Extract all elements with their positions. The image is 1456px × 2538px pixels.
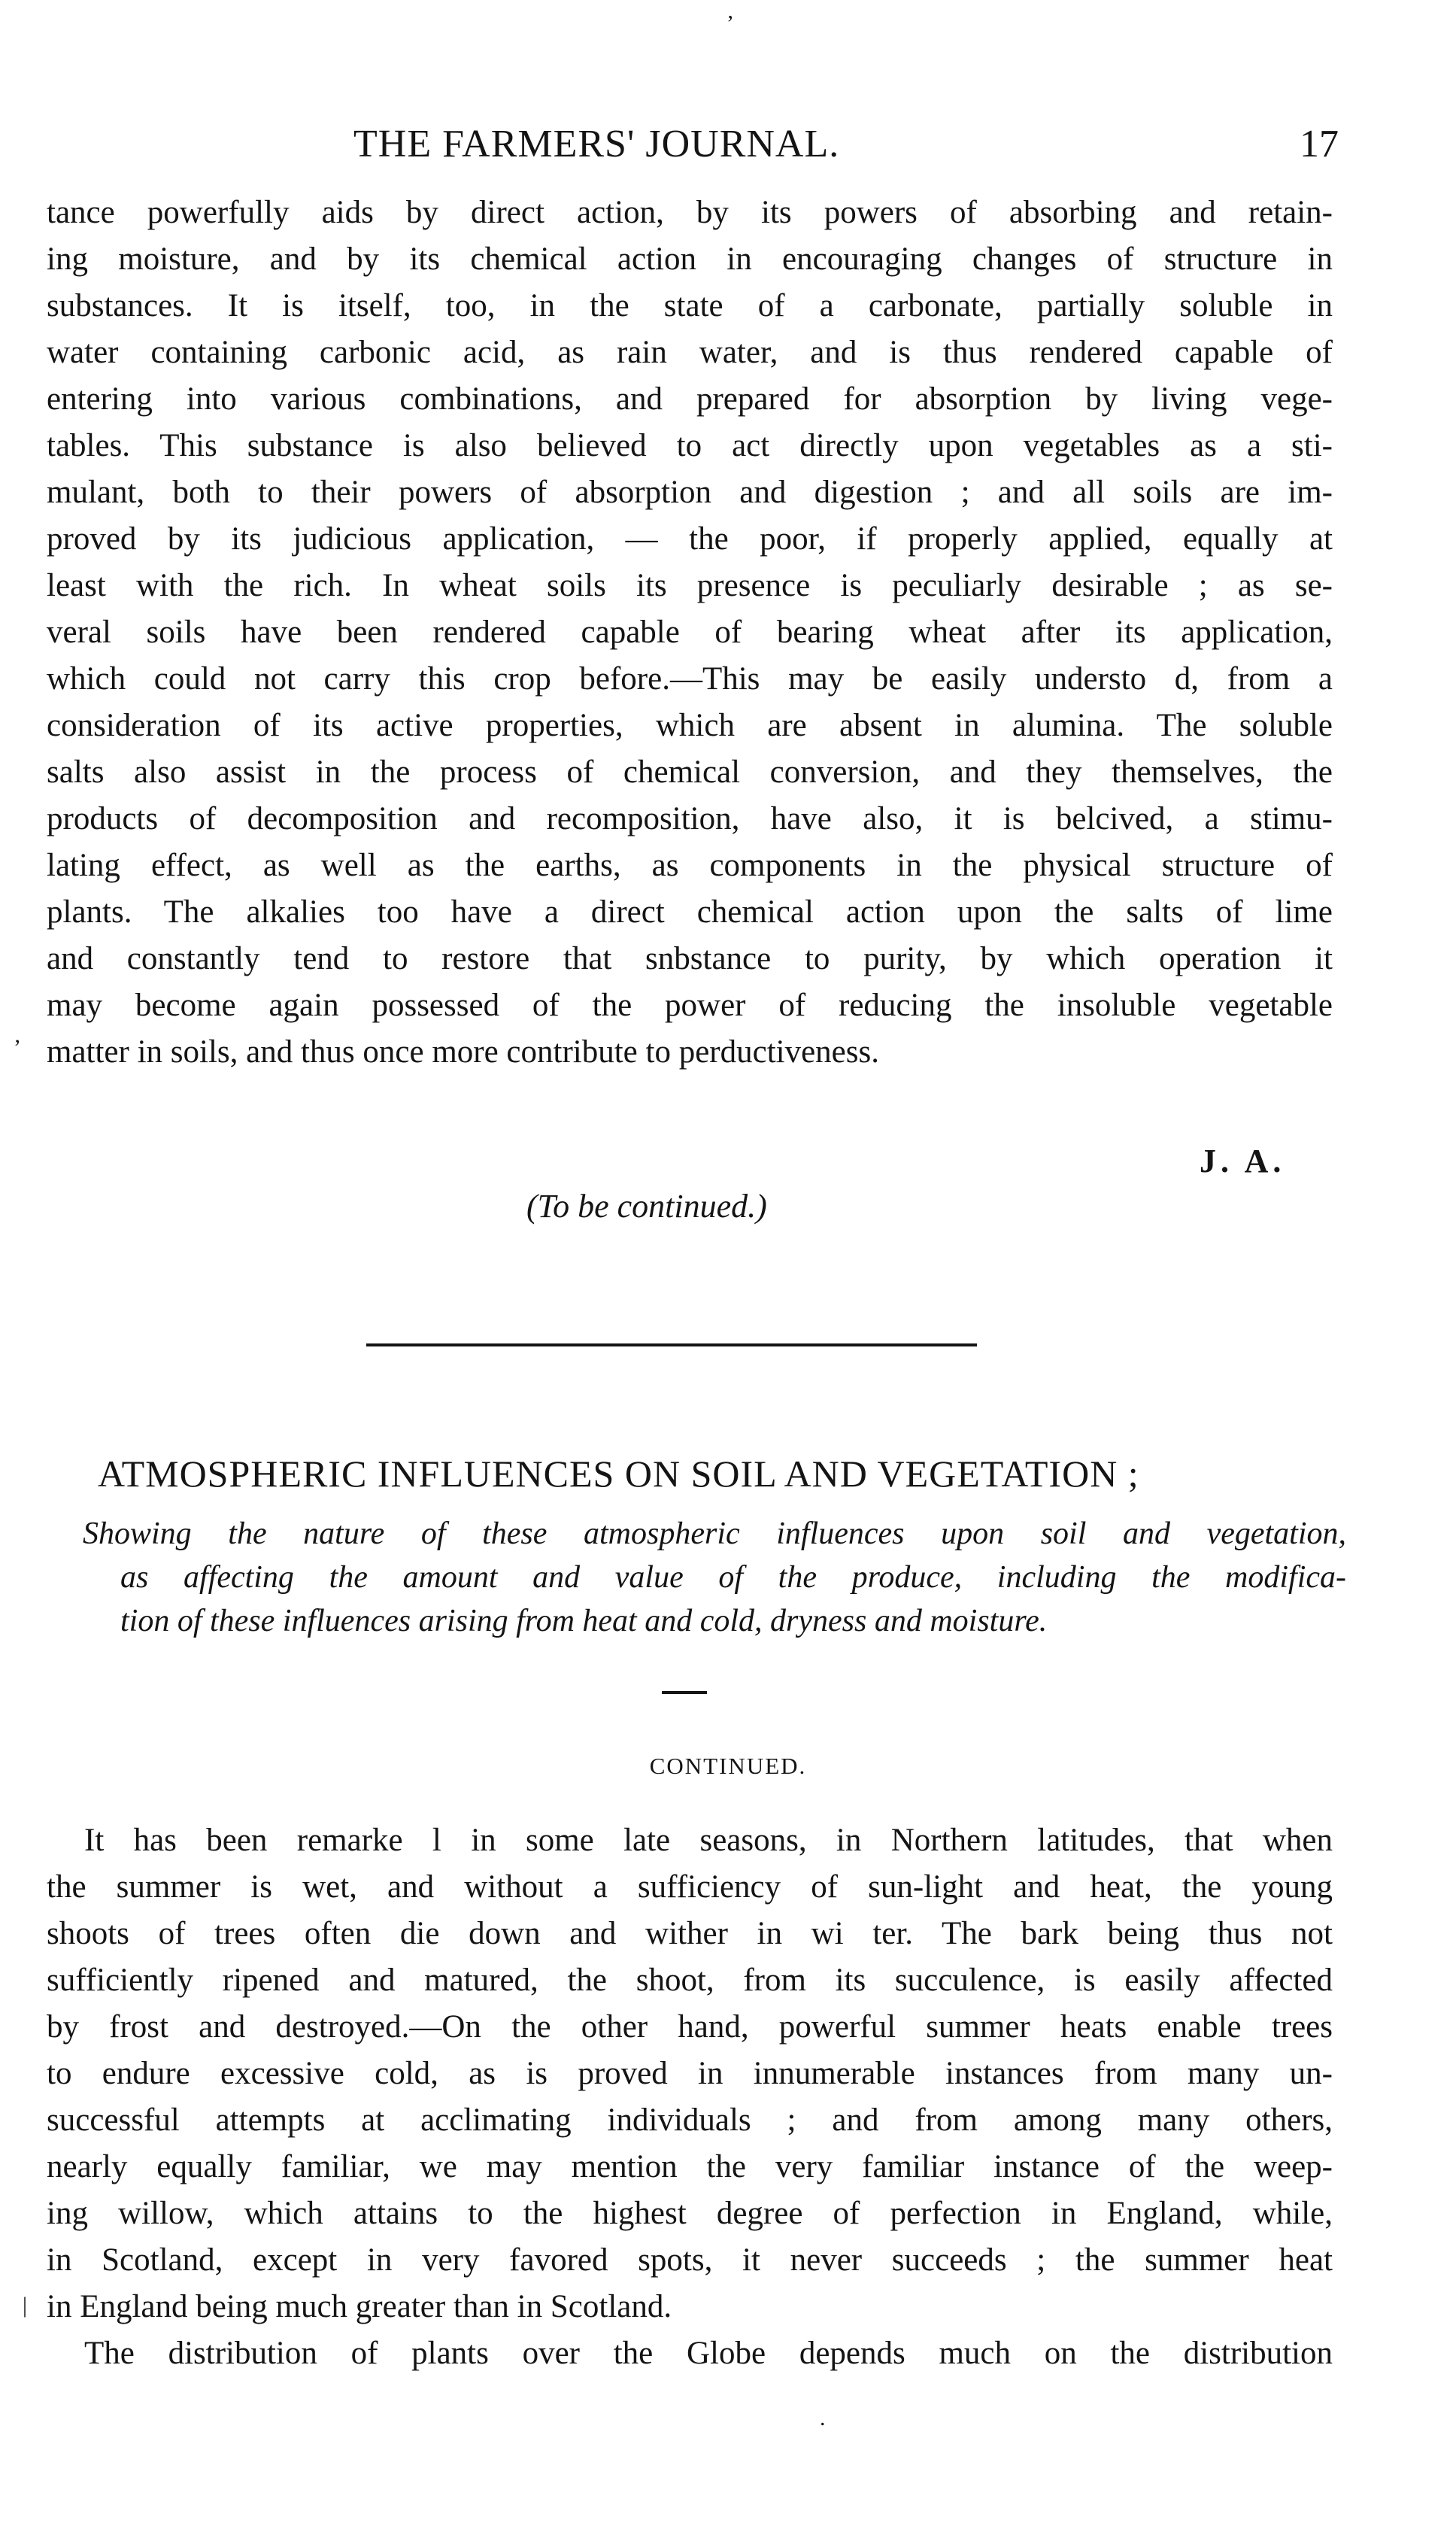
article-1-line: tables. This substance is also believed to act directly upon vegetables as a sti- (47, 428, 1333, 463)
section-divider (366, 1343, 977, 1346)
article-2-line: nearly equally familiar, we may mention the very familiar instance of the weep- (47, 2149, 1333, 2184)
top-page-mark: ‚ (726, 0, 734, 23)
author-signature: J. A. (1200, 1143, 1286, 1179)
article-1-line: entering into various combinations, and prepared for absorption by living vege- (47, 381, 1333, 417)
subtitle-divider (662, 1691, 707, 1694)
margin-mark: | (23, 2293, 28, 2318)
article-1-line: which could not carry this crop before.—This may be easily understo d, from a (47, 661, 1333, 697)
bottom-page-mark: . (820, 2406, 826, 2430)
article-2-line: ing willow, which attains to the highest degree of perfection in England, while, (47, 2196, 1333, 2231)
article-1-line: substances. It is itself, too, in the state of a carbonate, partially soluble in (47, 288, 1333, 323)
page-number: 17 (1300, 123, 1339, 165)
article-1-body (47, 190, 1333, 1076)
article-2-line: in England being much greater than in Scotland. (47, 2289, 672, 2324)
running-header (353, 122, 1339, 175)
article-1-line: tance powerfully aids by direct action, by its powers of absorbing and retain- (47, 195, 1333, 230)
article-1-line: products of decomposition and recomposition, have also, it is belcived, a stimu- (47, 801, 1333, 836)
journal-title: THE FARMERS' JOURNAL. (353, 123, 840, 165)
article-2-line: sufficiently ripened and matured, the shoot, from its succulence, is easily affected (47, 1963, 1333, 1998)
margin-mark: ’ (14, 1035, 21, 1060)
article-1-line: and constantly tend to restore that snbstance to purity, by which operation it (47, 941, 1333, 976)
article-1-line: consideration of its active properties, which are absent in alumina. The soluble (47, 708, 1333, 743)
article-2-line: shoots of trees often die down and wither in wi ter. The bark being thus not (47, 1916, 1333, 1951)
article-1-line: lating effect, as well as the earths, as components in the physical structure of (47, 848, 1333, 883)
subtitle-line: as affecting the amount and value of the produce, including the modifica- (120, 1560, 1346, 1595)
article-1-line: plants. The alkalies too have a direct chemical action upon the salts of lime (47, 894, 1333, 930)
article-2-title: ATMOSPHERIC INFLUENCES ON SOIL AND VEGETATION ; (98, 1453, 1139, 1495)
subtitle-line: tion of these influences arising from heat and cold, dryness and moisture. (120, 1604, 1048, 1638)
to-be-continued-note: (To be continued.) (526, 1188, 767, 1225)
article-2-line: the summer is wet, and without a sufficiency of sun-light and heat, the young (47, 1869, 1333, 1905)
article-1-line: mulant, both to their powers of absorption and digestion ; and all soils are im- (47, 475, 1333, 510)
article-1-line: least with the rich. In wheat soils its presence is peculiarly desirable ; as se- (47, 568, 1333, 603)
article-1-line: matter in soils, and thus once more contribute to perductiveness. (47, 1034, 879, 1070)
article-2-line: successful attempts at acclimating individuals ; and from among many others, (47, 2102, 1333, 2138)
subtitle-line: Showing the nature of these atmospheric influences upon soil and vegetation, (83, 1516, 1346, 1551)
article-1-line: salts also assist in the process of chemical conversion, and they themselves, the (47, 754, 1333, 790)
article-2-line: The distribution of plants over the Globe depends much on the distribution (84, 2336, 1333, 2371)
article-1-line: water containing carbonic acid, as rain water, and is thus rendered capable of (47, 335, 1333, 370)
article-1-line: proved by its judicious application, — the poor, if properly applied, equally at (47, 521, 1333, 557)
article-1-line: ing moisture, and by its chemical action in encouraging changes of structure in (47, 241, 1333, 277)
article-2-line: to endure excessive cold, as is proved in innumerable instances from many un- (47, 2056, 1333, 2091)
article-2-body (47, 1817, 1333, 2377)
article-1-line: veral soils have been rendered capable of bearing wheat after its application, (47, 615, 1333, 650)
continued-heading: CONTINUED. (649, 1753, 807, 1779)
article-1-line: may become again possessed of the power of reducing the insoluble vegetable (47, 988, 1333, 1023)
article-2-line: It has been remarke l in some late seasons, in Northern latitudes, that when (84, 1823, 1333, 1858)
article-2-line: in Scotland, except in very favored spots, it never succeeds ; the summer heat (47, 2242, 1333, 2278)
article-2-line: by frost and destroyed.—On the other hand, powerful summer heats enable trees (47, 2009, 1333, 2045)
article-2-subtitle (83, 1512, 1346, 1643)
